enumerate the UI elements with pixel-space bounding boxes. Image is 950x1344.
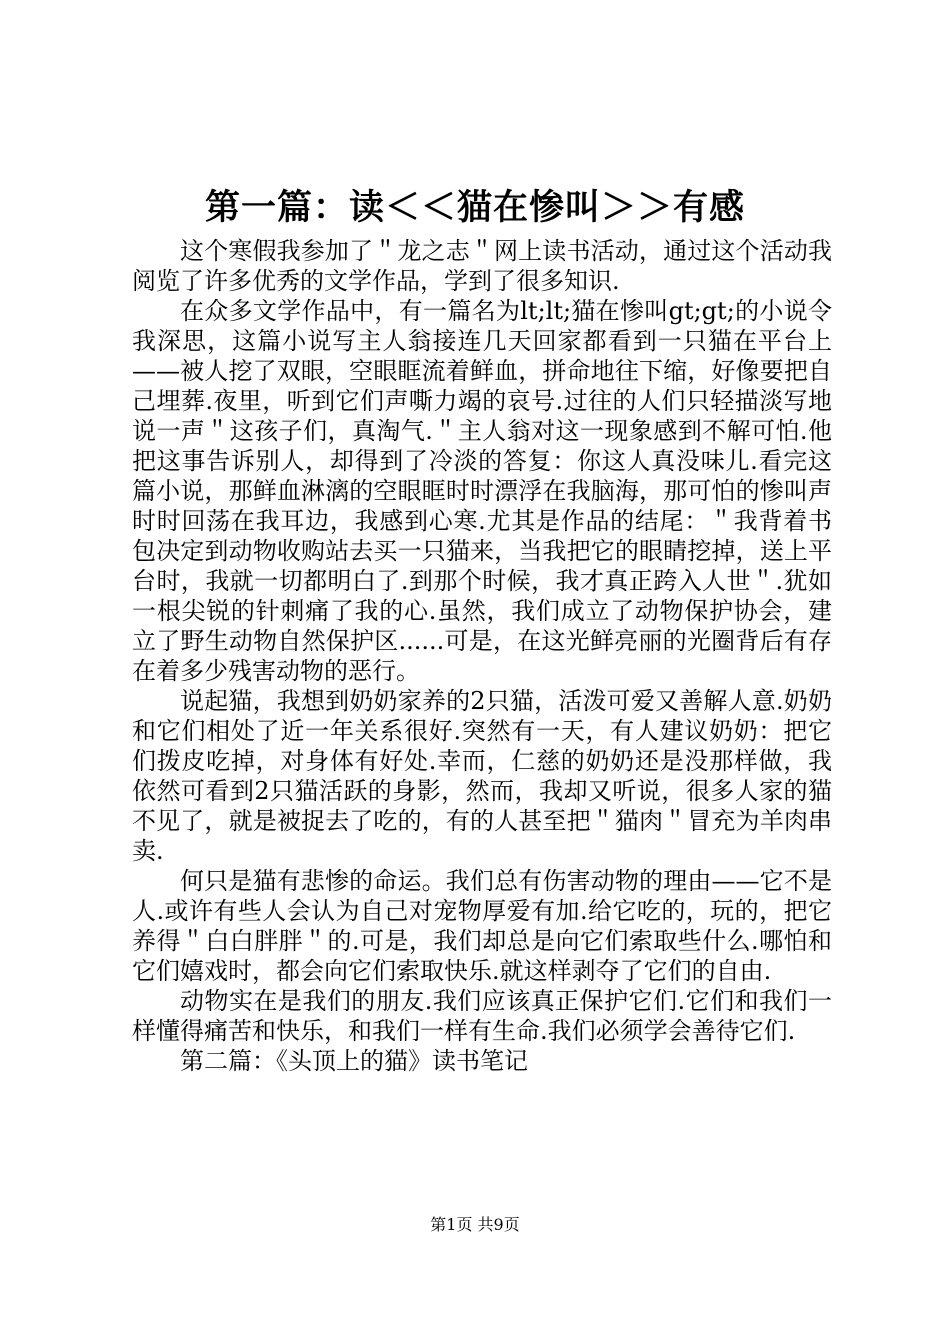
- section-heading-2: 第二篇：《头顶上的猫》读书笔记: [180, 1047, 528, 1075]
- paragraph-5: 动物实在是我们的朋友.我们应该真正保护它们.它们和我们一样懂得痛苦和快乐，和我们一样有生命.我们必须学会善待它们.: [132, 987, 832, 1045]
- paragraph-1: 这个寒假我参加了＂龙之志＂网上读书活动，通过这个活动我阅览了许多优秀的文学作品，学到了很多知识.: [132, 237, 832, 295]
- page-footer: 第1页 共9页: [430, 1215, 520, 1234]
- document-title: 第一篇：读＜＜猫在惨叫＞＞有感: [204, 187, 745, 228]
- document-body: [132, 236, 832, 1076]
- paragraph-2: 在众多文学作品中，有一篇名为lt;lt;猫在惨叫gt;gt;的小说令我深思，这篇小说写主人翁接连几天回家都看到一只猫在平台上——被人挖了双眼，空眼眶流着鲜血，拼命地往下缩，好像要把自己埋葬.夜里，听到它们声嘶力竭的哀号.过往的人们只轻描淡写地说一声＂这孩子们，真淘气.＂主人翁对这一现象感到不解可怕.他把这事告诉别人，却得到了冷淡的答复：你这人真没味儿.看完这篇小说，那鲜血淋漓的空眼眶时时漂浮在我脑海，那可怕的惨叫声时时回荡在我耳边，我感到心寒.尤其是作品的结尾：＂我背着书包决定到动物收购站去买一只猫来，当我把它的眼睛挖掉，送上平台时，我就一切都明白了.到那个时候，我才真正跨入人世＂.犹如一根尖锐的针刺痛了我的心.虽然，我们成立了动物保护协会，建立了野生动物自然保护区......可是，在这光鲜亮丽的光圈背后有存在着多少残害动物的恶行。: [132, 297, 832, 685]
- paragraph-3: 说起猫，我想到奶奶家养的2只猫，活泼可爱又善解人意.奶奶和它们相处了近一年关系很好.突然有一天，有人建议奶奶：把它们拨皮吃掉，对身体有好处.幸而，仁慈的奶奶还是没那样做，我依然可看到2只猫活跃的身影，然而，我却又听说，很多人家的猫不见了，就是被捉去了吃的，有的人甚至把＂猫肉＂冒充为羊肉串卖.: [132, 687, 832, 865]
- paragraph-4: 何只是猫有悲惨的命运。我们总有伤害动物的理由——它不是人.或许有些人会认为自己对宠物厚爱有加.给它吃的，玩的，把它养得＂白白胖胖＂的.可是，我们却总是向它们索取些什么.哪怕和它们嬉戏时，都会向它们索取快乐.就这样剥夺了它们的自由.: [132, 867, 832, 985]
